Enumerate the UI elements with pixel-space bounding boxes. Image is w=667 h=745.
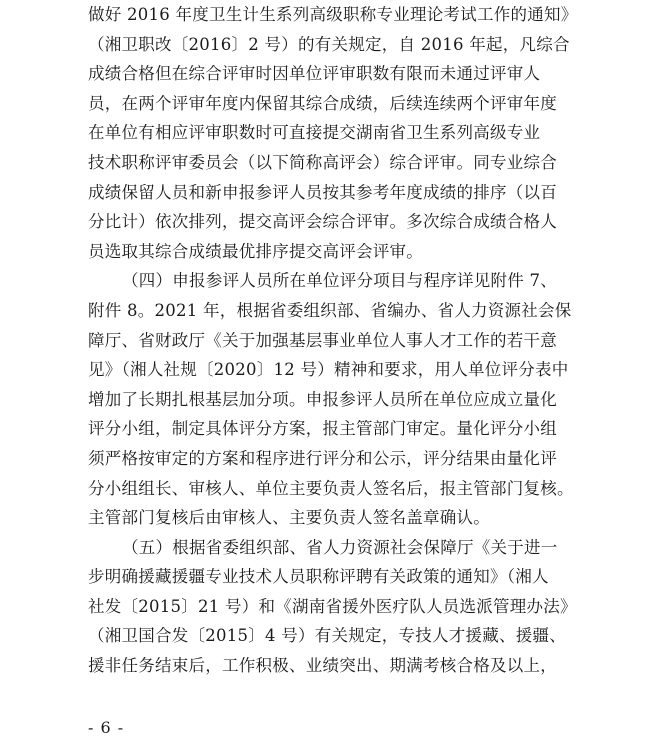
- text-line: 在单位有相应评审职数时可直接提交湖南省卫生系列高级专业: [88, 123, 541, 143]
- text-line: 评分小组，制定具体评分方案，报主管部门审定。量化评分小组: [88, 419, 557, 439]
- text-line: 技术职称评审委员会（以下简称高评会）综合评审。同专业综合: [88, 152, 557, 172]
- document-body: [88, 0, 594, 681]
- text-line: 做好 2016 年度卫生计生系列高级职称专业理论考试工作的通知》: [88, 5, 578, 24]
- text-line: 员选取其综合成绩最优排序提交高评会评审。: [88, 241, 423, 261]
- text-line: 附件 8。2021 年，根据省委组织部、省编办、省人力资源社会保: [88, 300, 572, 320]
- text-line: 成绩保留人员和新申报参评人员按其参考年度成绩的排序（以百: [88, 182, 557, 202]
- text-line: 增加了长期扎根基层加分项。申报参评人员所在单位应成立量化: [88, 389, 557, 409]
- text-line: 须严格按审定的方案和程序进行评分和公示，评分结果由量化评: [88, 448, 557, 468]
- text-line: （湘卫职改〔2016〕2 号）的有关规定，自 2016 年起，凡综合: [88, 34, 570, 54]
- text-line: 分比计）依次排列，提交高评会综合评审。多次综合成绩合格人: [88, 212, 557, 232]
- text-line: 援非任务结束后，工作积极、业绩突出、期满考核合格及以上，: [88, 656, 557, 676]
- text-line: 步明确援藏援疆专业技术人员职称评聘有关政策的通知》（湘人: [88, 567, 549, 587]
- paragraph-first-line: （四）申报参评人员所在单位评分项目与程序详见附件 7、: [122, 271, 557, 291]
- text-line: 障厅、省财政厅《关于加强基层事业单位人事人才工作的若干意: [88, 330, 557, 350]
- text-line: 成绩合格但在综合评审时因单位评审职数有限而未通过评审人: [88, 64, 541, 84]
- paragraph-first-line: （五）根据省委组织部、省人力资源社会保障厅《关于进一: [122, 537, 558, 557]
- text-line: 员，在两个评审年度内保留其综合成绩，后续连续两个评审年度: [88, 93, 557, 113]
- text-line: 分小组组长、审核人、单位主要负责人签名后，报主管部门复核。: [88, 478, 574, 498]
- text-line: （湘卫国合发〔2015〕4 号）有关规定，专技人才援藏、援疆、: [88, 626, 566, 646]
- text-line: 社发〔2015〕21 号）和《湖南省援外医疗队人员选派管理办法》: [88, 596, 577, 616]
- page-number: - 6 -: [88, 718, 125, 737]
- text-line: 主管部门复核后由审核人、主要负责人签名盖章确认。: [88, 508, 490, 528]
- text-line: 见》（湘人社规〔2020〕12 号）精神和要求，用人单位评分表中: [88, 360, 569, 380]
